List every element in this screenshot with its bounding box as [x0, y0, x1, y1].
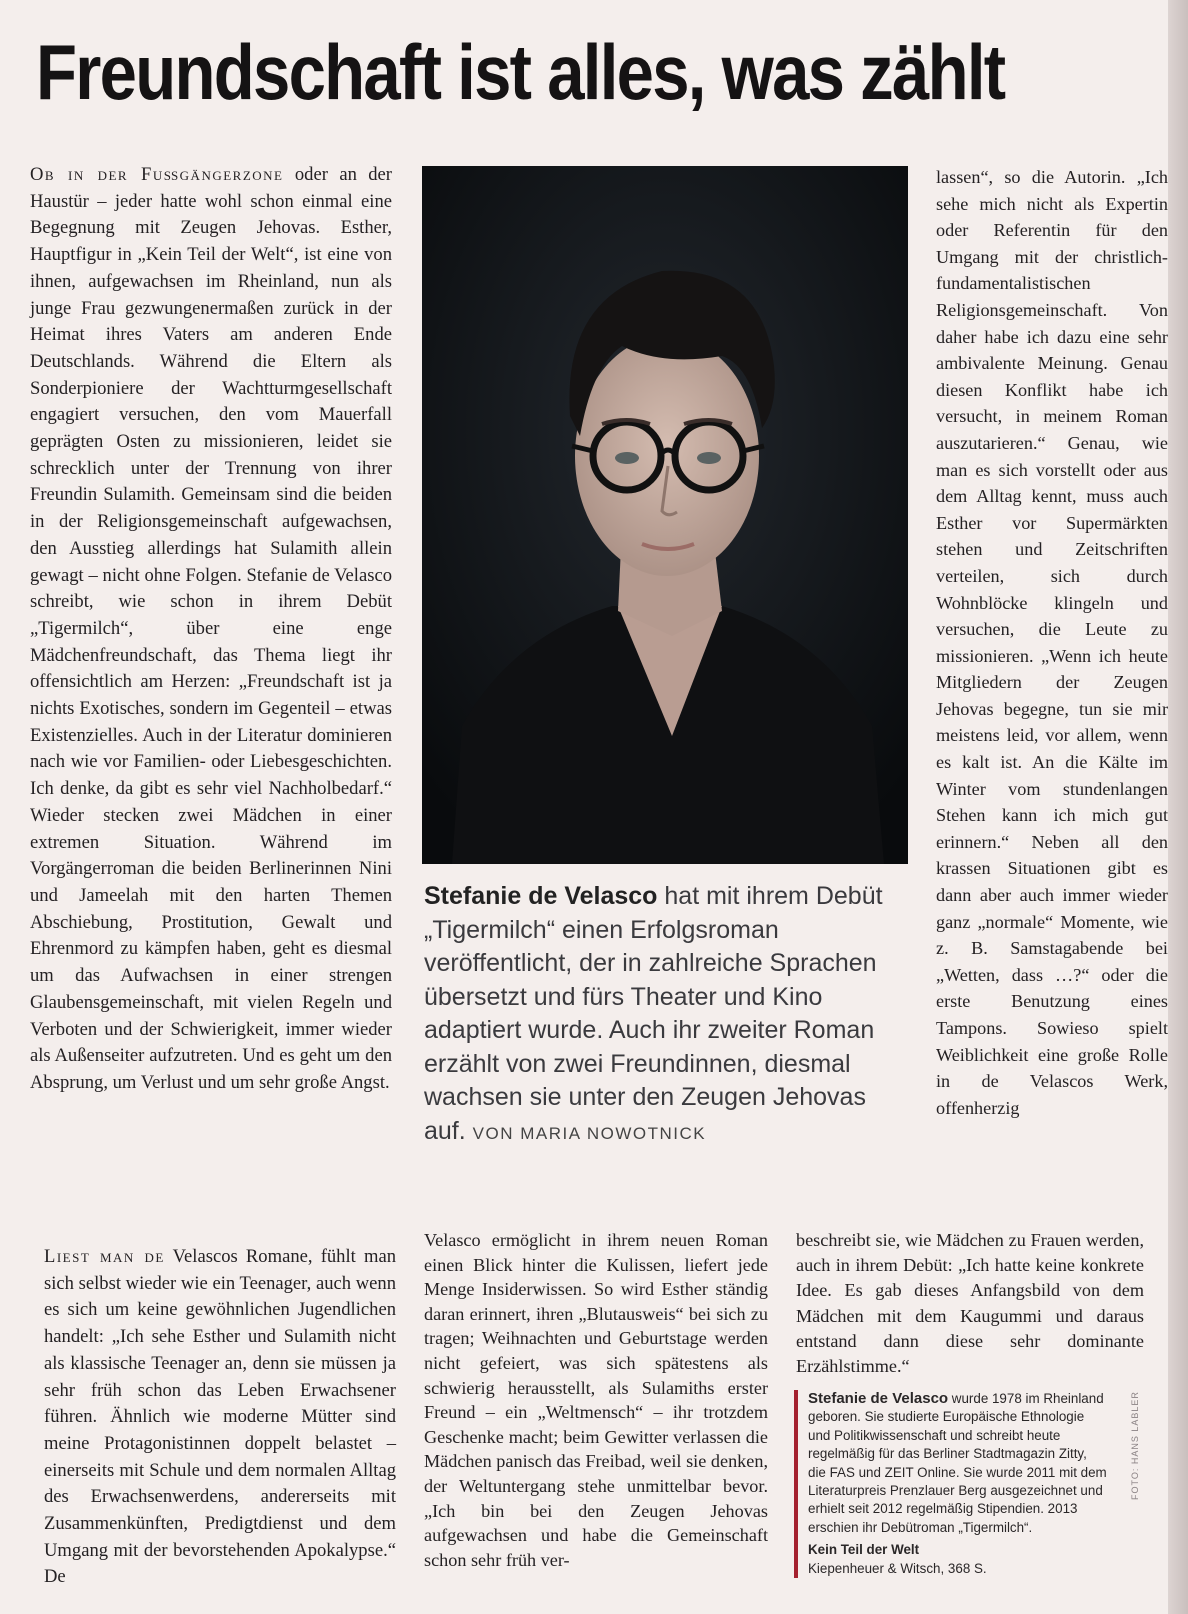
- article-headline: Freundschaft ist alles, was zählt: [36, 28, 1005, 116]
- author-bio-box: [794, 1390, 1108, 1578]
- paragraph-text: Velascos Romane, fühlt man sich selbst wieder wie ein Teenager, auch wenn es sich um keine gewöhnlichen Jugendlichen handelt: „Ich sehe Esther und Sulamith nicht als klassische Teenager an, denn sie müssen ja sehr früh schon das Leben Erwachsener führen. Ähnlich wie moderne Mütter sind meine Protagonistinnen doppelt belastet – einerseits mit Schule und dem normalen Alltag des Erwachsenwerdens, andererseits mit Zusammenkünften, Predigtdienst und dem Umgang mit der bevorstehenden Apokalypse.“ De: [44, 1246, 397, 1588]
- article-column-3: [936, 164, 1168, 1121]
- author-portrait-photo: [422, 166, 908, 864]
- caption-text: hat mit ihrem Debüt „Tigermilch“ einen Erfolgsroman veröffentlicht, der in zahlreiche Sprachen übersetzt und fürs Theater und Kino adaptiert wurde. Auch ihr zweiter Roman erzählt von zwei Freundinnen, diesmal wachsen sie unter den Zeugen Jehovas auf.: [424, 882, 883, 1145]
- paragraph-text: beschreibt sie, wie Mädchen zu Frauen werden, auch in ihrem Debüt: „Ich hatte keine konkrete Idee. Es gab dieses Anfangsbild von dem Mädchen mit dem Kaugummi und daraus entstand dann diese sehr dominante Erzählstimme.“: [796, 1230, 1144, 1377]
- paragraph-text: oder an der Haustür – jeder hatte wohl schon einmal eine Begegnung mit Zeugen Jehovas. Esther, Hauptfigur in „Kein Teil der Welt“, ist eine von ihnen, aufgewachsen im Rheinland, nun als junge Frau gezwungenermaßen zurück in der Heimat ihres Vaters am anderen Ende Deutschlands. Während die Eltern als Sonderpioniere der Wachtturmgesellschaft engagiert versuchen, den vom Mauerfall geprägten Osten zu missionieren, leidet sie schrecklich unter der Trennung von ihrer Freundin Sulamith. Gemeinsam sind die beiden in der Religionsgemeinschaft aufgewachsen, den Ausstieg allerdings hat Sulamith allein gewagt – nicht ohne Folgen. Stefanie de Velasco schreibt, wie schon in ihrem Debüt „Tigermilch“, über eine enge Mädchenfreundschaft, das Thema liegt ihr offensichtlich am Herzen: „Freundschaft ist ja nichts Exotisches, sondern im Gegenteil – etwas Existenzielles. Auch in der Literatur dominieren nach wie vor Familien- oder Liebesgeschichten. Ich denke, da gibt es sehr viel Nachholbedarf.“ Wieder stecken zwei Mädchen in einer extremen Situation. Während im Vorgängerroman die beiden Berlinerinnen Nini und Jameelah mit den harten Themen Abschiebung, Prostitution, Gewalt und Ehrenmord zu kämpfen haben, geht es diesmal um das Aufwachsen in einer strengen Glaubensgemeinschaft, mit vielen Regeln und Verboten und der Schwierigkeit, immer wieder als Außenseiter aufzutreten. Und es geht um den Absprung, um Verlust und um sehr große Angst.: [30, 164, 392, 1093]
- article-column-1: [30, 162, 392, 1097]
- paragraph-text: Velasco ermöglicht in ihrem neuen Roman einen Blick hinter die Kulissen, liefert jede Menge Insiderwissen. So wird Esther ständig daran erinnert, ihren „Blutausweis“ bei sich zu tragen; Weihnachten und Geburtstage werden nicht gefeiert, was sich spätestens als schwierig herausstellt, als Sulamiths erster Freund – ein „Weltmensch“ – ihr trotzdem Geschenke macht; beim Gewitter verlassen die Mädchen panisch das Freibad, weil sie denken, der Weltuntergang stehe unmittelbar bevor. „Ich bin bei den Zeugen Jehovas aufgewachsen und habe die Gemeinschaft schon sehr früh ver-: [424, 1230, 768, 1570]
- paragraph-text: lassen“, so die Autorin. „Ich sehe mich nicht als Expertin oder Referentin für den Umgang mit der christlich-fundamentalistischen Religionsgemeinschaft. Von daher habe ich dazu eine sehr ambivalente Meinung. Genau diesen Konflikt habe ich versucht, in meinem Roman auszutarieren.“ Genau, wie man es sich vorstellt oder aus dem Alltag kennt, muss auch Esther vor Supermärkten stehen und Zeitschriften verteilen, sich durch Wohnblöcke klingeln und versuchen, die Leute zu missionieren. „Wenn ich heute Mitgliedern der Zeugen Jehovas begegne, tun sie mir meistens leid, vor allem, wenn es kalt ist. An die Kälte im Winter vom stundenlangen Stehen kann ich mich gut erinnern.“ Neben all den krassen Situationen gibt es dann aber auch immer wieder ganz „normale“ Momente, wie z. B. Samstagabende bei „Wetten, dass …?“ oder die erste Benutzung eines Tampons. Sowieso spielt Weiblichkeit eine große Rolle in de Velascos Werk, offenherzig: [936, 167, 1168, 1118]
- article-column-2: [424, 1228, 768, 1572]
- book-title: Kein Teil der Welt: [808, 1542, 920, 1558]
- page-edge: [1168, 0, 1188, 1614]
- article-column-1-second-paragraph: [44, 1244, 396, 1591]
- lead-in: Liest man de: [44, 1246, 165, 1267]
- caption-author-name: Stefanie de Velasco: [424, 882, 658, 910]
- bio-author-name: Stefanie de Velasco: [808, 1390, 949, 1407]
- photo-credit: FOTO: HANS LABLER: [1130, 1391, 1140, 1500]
- article-column-3-continued: [796, 1228, 1144, 1379]
- portrait-illustration: [422, 166, 908, 864]
- book-info: Kiepenheuer & Witsch, 368 S.: [808, 1560, 987, 1576]
- bio-text: wurde 1978 im Rheinland geboren. Sie studierte Europäische Ethnologie und Politikwissenschaft und schreibt heute regelmäßig für das Berliner Stadtmagazin Zitty, die FAS und ZEIT Online. Sie wurde 2011 mit dem Literaturpreis Prenzlauer Berg ausgezeichnet und erhielt seit 2012 regelmäßig Stipendien. 2013 erschien ihr Debütroman „Tigermilch“.: [808, 1391, 1107, 1535]
- lead-in: Ob in der Fußgängerzone: [30, 164, 284, 185]
- caption-byline: VON MARIA NOWOTNICK: [472, 1123, 707, 1143]
- photo-caption: [424, 880, 894, 1150]
